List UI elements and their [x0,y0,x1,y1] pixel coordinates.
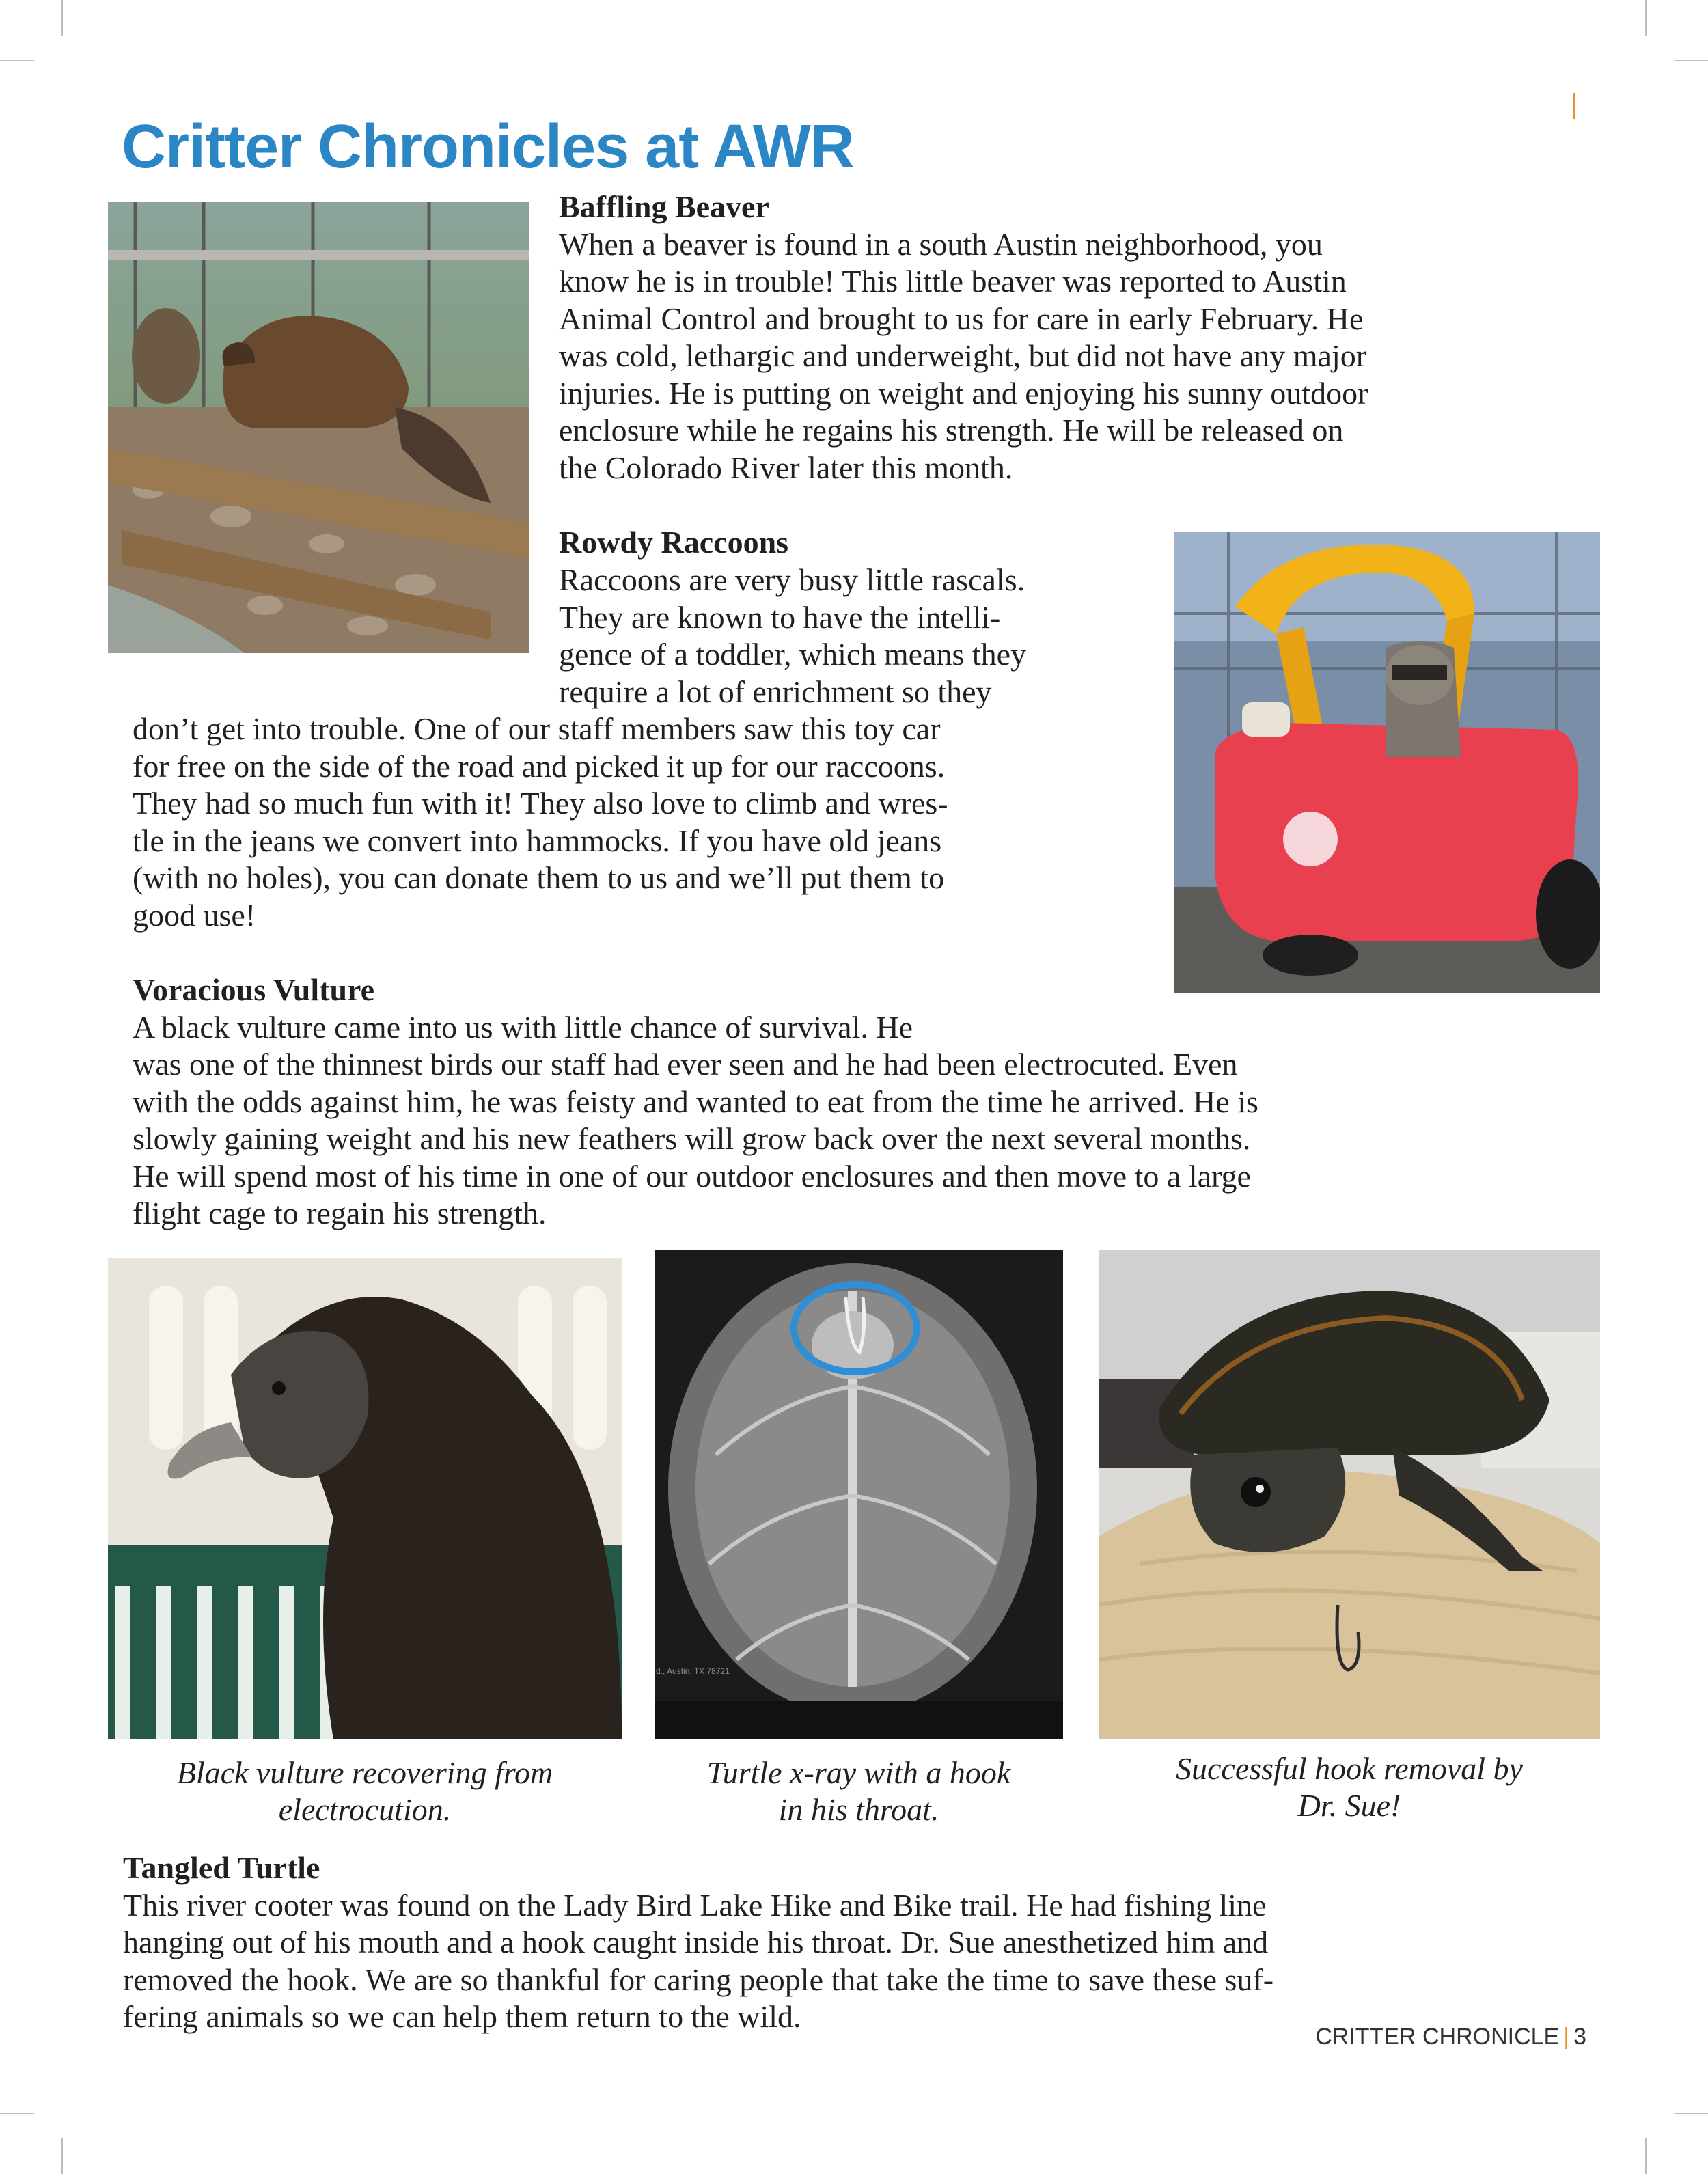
turtle-illustration [1099,1250,1600,1739]
vulture-illustration [108,1258,622,1739]
raccoons-line: gence of a toddler, which means they [559,637,1027,672]
raccoon-car-photo [1174,532,1600,993]
beaver-line: injuries. He is putting on weight and enjoying his sunny outdoor [559,375,1368,411]
crop-mark [61,0,63,36]
vulture-caption [108,1755,622,1828]
beaver-heading: Baffling Beaver [559,189,769,224]
crop-mark [1645,2138,1647,2174]
crop-mark [0,2113,34,2114]
caption-line: electrocution. [278,1792,452,1827]
crop-mark [1674,2113,1708,2114]
beaver-line: was cold, lethargic and underweight, but did not have any major [559,338,1367,373]
turtle-hook-photo [1099,1250,1600,1739]
caption-line: Successful hook removal by [1176,1751,1523,1786]
beaver-line: the Colorado River later this month. [559,450,1013,485]
vulture-section [133,972,1258,1233]
turtle-heading: Tangled Turtle [123,1850,320,1885]
raccoons-body [133,711,948,934]
crop-mark [1674,60,1708,61]
raccoon-illustration [1174,532,1600,993]
caption-line: Dr. Sue! [1297,1788,1401,1823]
vulture-line: A black vulture came into us with little chance of survival. He [133,1009,913,1045]
page-number: 3 [1573,2024,1586,2050]
page-title: Critter Chronicles at AWR [122,113,854,181]
raccoons-line: They had so much fun with it! They also love to climb and wres- [133,786,948,821]
vulture-line: slowly gaining weight and his new feathers will grow back over the next several months. [133,1121,1251,1156]
turtle-xray-photo [655,1250,1063,1739]
beaver-line: When a beaver is found in a south Austin neighborhood, you [559,226,1323,262]
raccoons-line: (with no holes), you can donate them to us and we’ll put them to [133,860,945,895]
raccoons-line: for free on the side of the road and picked it up for our raccoons. [133,748,946,784]
raccoons-line: tle in the jeans we convert into hammocks. If you have old jeans [133,823,942,858]
raccoons-heading: Rowdy Raccoons [559,525,789,560]
caption-line: Turtle x-ray with a hook [706,1755,1011,1790]
beaver-section [559,189,1368,486]
raccoons-intro [559,562,1026,711]
beaver-line: enclosure while he regains his strength. He will be released on [559,413,1344,448]
turtle-line: This river cooter was found on the Lady Bird Lake Hike and Bike trail. He had fishing line [123,1887,1267,1923]
xray-caption [655,1755,1063,1828]
turtle-section [123,1849,1273,2036]
raccoons-line: Raccoons are very busy little rascals. [559,562,1025,597]
turtle-line: removed the hook. We are so thankful for caring people that take the time to save these suf- [123,1962,1274,1997]
beaver-line: know he is in trouble! This little beaver was reported to Austin [559,264,1347,299]
orange-tick-mark [1573,93,1575,119]
raccoons-line: good use! [133,897,256,933]
xray-address-label: d., Austin, TX 78721 [656,1666,730,1676]
footer-label: CRITTER CHRONICLE [1315,2024,1560,2050]
turtle-line: hanging out of his mouth and a hook caught inside his throat. Dr. Sue anesthetized him and [123,1925,1269,1959]
vulture-heading: Voracious Vulture [133,972,375,1007]
vulture-line: was one of the thinnest birds our staff had ever seen and he had been electrocuted. Even [133,1047,1238,1082]
crop-mark [0,60,34,61]
beaver-photo [108,202,529,653]
xray-illustration [655,1250,1063,1739]
crop-mark [1645,0,1647,36]
turtle-line: fering animals so we can help them return to the wild. [123,1999,801,2034]
raccoons-line: They are known to have the intelli- [559,599,1001,635]
hook-caption [1099,1750,1600,1824]
caption-line: in his throat. [778,1792,939,1827]
crop-mark [61,2138,63,2174]
vulture-line: with the odds against him, he was feisty and wanted to eat from the time he arrived. He is [133,1084,1258,1119]
vulture-photo [108,1258,622,1739]
beaver-line: Animal Control and brought to us for care in early February. He [559,301,1364,336]
page-footer [1315,2024,1586,2050]
raccoons-line: require a lot of enrichment so they [559,674,992,709]
raccoons-line: don’t get into trouble. One of our staff members saw this toy car [133,711,941,746]
vulture-line: He will spend most of his time in one of our outdoor enclosures and then move to a large [133,1158,1251,1194]
beaver-illustration [108,202,529,653]
footer-divider: | [1563,2024,1570,2050]
caption-line: Black vulture recovering from [176,1755,553,1790]
vulture-line: flight cage to regain his strength. [133,1196,547,1230]
